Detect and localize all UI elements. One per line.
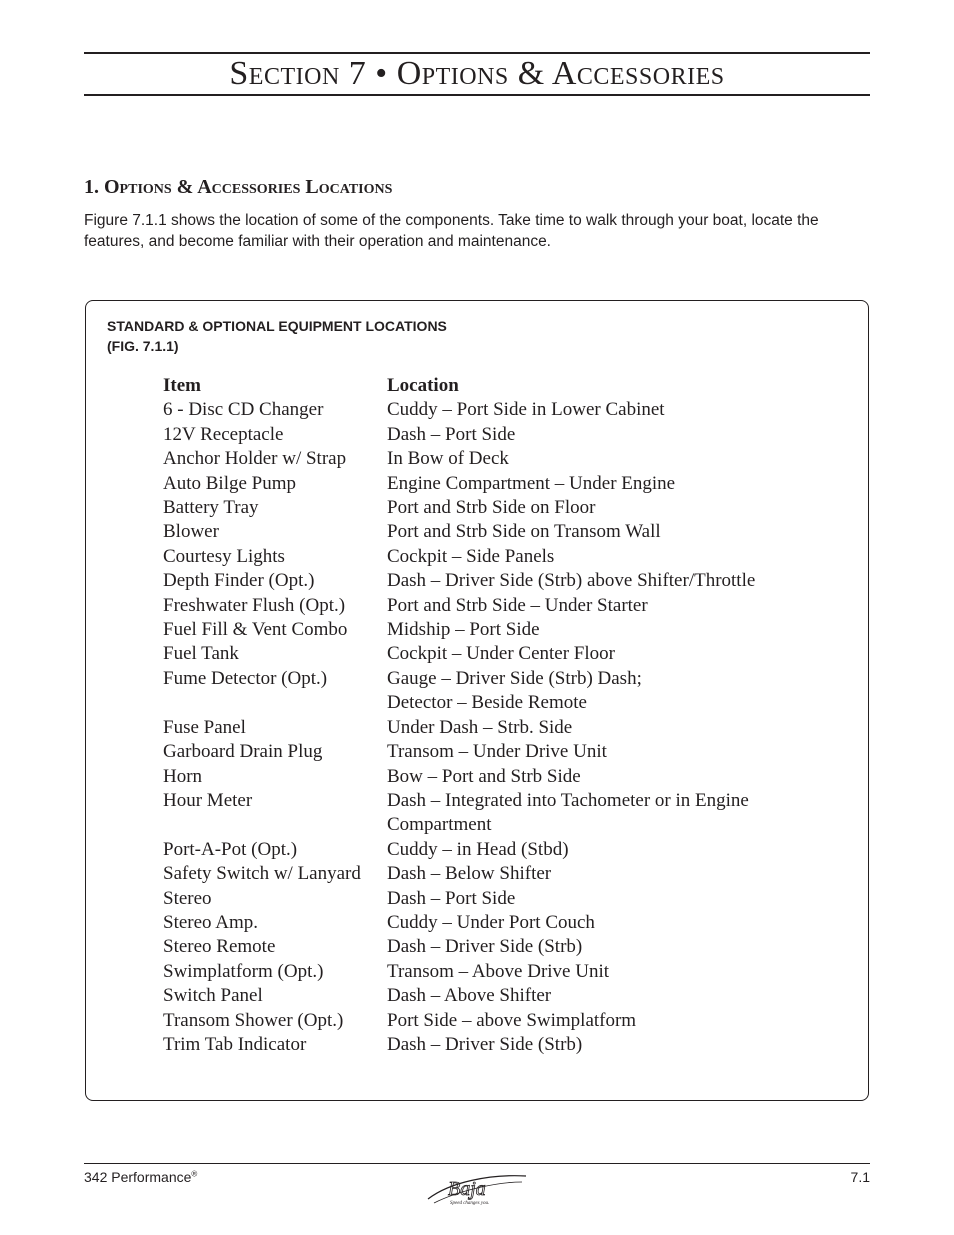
table-row xyxy=(163,838,755,862)
item-cell: Anchor Holder w/ Strap xyxy=(163,448,347,470)
item-cell: Switch Panel xyxy=(163,985,263,1007)
item-cell: Trim Tab Indicator xyxy=(163,1033,307,1055)
table-row xyxy=(163,984,755,1008)
equipment-table-body xyxy=(163,398,755,1057)
table-row xyxy=(163,911,755,935)
table-row xyxy=(163,887,755,911)
location-cell: Transom – Above Drive Unit xyxy=(387,960,610,982)
item-cell: 12V Receptacle xyxy=(163,423,284,445)
page-number: 7.1 xyxy=(850,1169,870,1185)
location-cell: Cuddy – Under Port Couch xyxy=(387,911,595,933)
item-cell: Fuel Tank xyxy=(163,643,239,665)
registered-mark: ® xyxy=(191,1169,198,1179)
item-cell: Port-A-Pot (Opt.) xyxy=(163,838,298,860)
location-cell: Engine Compartment – Under Engine xyxy=(387,472,676,494)
location-cell: Dash – Below Shifter xyxy=(387,863,552,885)
location-cell: Port Side – above Swimplatform xyxy=(387,1009,637,1031)
item-cell xyxy=(163,691,387,715)
table-row xyxy=(163,398,755,422)
item-cell: Fuse Panel xyxy=(163,716,246,738)
item-cell: Freshwater Flush (Opt.) xyxy=(163,594,346,616)
table-row xyxy=(163,862,755,886)
page-title-bar xyxy=(84,52,870,96)
location-cell: Port and Strb Side on Transom Wall xyxy=(387,521,661,543)
table-row xyxy=(163,594,755,618)
table-row xyxy=(163,1033,755,1057)
location-cell: Detector – Beside Remote xyxy=(387,692,587,714)
item-cell: Depth Finder (Opt.) xyxy=(163,570,315,592)
location-cell: Dash – Driver Side (Strb) xyxy=(387,1033,583,1055)
logo-wordmark: Baja xyxy=(448,1178,486,1200)
table-row xyxy=(163,765,755,789)
location-cell: Dash – Integrated into Tachometer or in Engine xyxy=(387,789,749,811)
item-cell: 6 - Disc CD Changer xyxy=(163,399,324,421)
table-row xyxy=(163,496,755,520)
item-cell: Garboard Drain Plug xyxy=(163,741,323,763)
item-cell: Battery Tray xyxy=(163,497,259,519)
location-cell: Port and Strb Side on Floor xyxy=(387,497,596,519)
location-cell: In Bow of Deck xyxy=(387,448,509,470)
location-cell: Dash – Port Side xyxy=(387,887,516,909)
location-cell: Under Dash – Strb. Side xyxy=(387,716,573,738)
location-cell: Cuddy – Port Side in Lower Cabinet xyxy=(387,399,665,421)
table-header-row xyxy=(163,374,755,398)
item-cell: Transom Shower (Opt.) xyxy=(163,1009,344,1031)
baja-logo xyxy=(420,1168,532,1208)
table-row xyxy=(163,740,755,764)
item-cell: Safety Switch w/ Lanyard xyxy=(163,863,361,885)
item-cell: Horn xyxy=(163,765,203,787)
table-row xyxy=(163,472,755,496)
table-row xyxy=(163,691,755,715)
item-cell: Hour Meter xyxy=(163,789,253,811)
table-row xyxy=(163,960,755,984)
location-cell: Midship – Port Side xyxy=(387,619,540,641)
item-cell: Stereo xyxy=(163,887,212,909)
table-row xyxy=(163,789,755,813)
location-cell: Dash – Above Shifter xyxy=(387,985,552,1007)
item-cell: Fume Detector (Opt.) xyxy=(163,667,328,689)
location-column-header: Location xyxy=(387,375,459,396)
item-column-header: Item xyxy=(163,375,201,396)
item-cell: Fuel Fill & Vent Combo xyxy=(163,619,348,641)
location-cell: Dash – Port Side xyxy=(387,423,516,445)
location-cell: Gauge – Driver Side (Strb) Dash; xyxy=(387,667,642,689)
figure-number: (FIG. 7.1.1) xyxy=(107,338,179,354)
location-cell: Cuddy – in Head (Stbd) xyxy=(387,838,569,860)
location-cell: Cockpit – Side Panels xyxy=(387,545,555,567)
item-cell xyxy=(163,813,387,837)
figure-title xyxy=(107,316,447,356)
item-cell: Auto Bilge Pump xyxy=(163,472,297,494)
section-heading: 1. Options & Accessories Locations xyxy=(84,176,393,198)
table-row xyxy=(163,1009,755,1033)
table-row xyxy=(163,935,755,959)
item-cell: Courtesy Lights xyxy=(163,545,285,567)
location-cell: Port and Strb Side – Under Starter xyxy=(387,594,648,616)
location-cell: Cockpit – Under Center Floor xyxy=(387,643,615,665)
location-cell: Dash – Driver Side (Strb) above Shifter/Throttle xyxy=(387,570,756,592)
page-title: Section 7 • Options & Accessories xyxy=(229,55,725,92)
item-cell: Blower xyxy=(163,521,219,543)
footer-model xyxy=(84,1169,197,1185)
table-row xyxy=(163,716,755,740)
table-row xyxy=(163,545,755,569)
table-row xyxy=(163,423,755,447)
table-row xyxy=(163,569,755,593)
intro-paragraph: Figure 7.1.1 shows the location of some of the components. Take time to walk through your boat, locate the features, and become familiar with their operation and maintenance. xyxy=(84,212,819,250)
item-cell: Stereo Amp. xyxy=(163,911,258,933)
location-cell: Transom – Under Drive Unit xyxy=(387,741,607,763)
equipment-table xyxy=(163,374,755,1057)
table-row xyxy=(163,667,755,691)
table-row xyxy=(163,618,755,642)
table-row xyxy=(163,642,755,666)
equipment-locations-box xyxy=(85,300,869,1101)
location-cell: Dash – Driver Side (Strb) xyxy=(387,936,583,958)
table-row xyxy=(163,447,755,471)
figure-title-line: STANDARD & OPTIONAL EQUIPMENT LOCATIONS xyxy=(107,318,447,334)
table-row xyxy=(163,813,755,837)
logo-tagline: Speed changes you. xyxy=(450,1201,490,1206)
model-name: 342 Performance xyxy=(84,1169,192,1185)
footer-divider xyxy=(84,1163,870,1164)
item-cell: Stereo Remote xyxy=(163,936,276,958)
location-cell: Compartment xyxy=(387,814,492,836)
item-cell: Swimplatform (Opt.) xyxy=(163,960,324,982)
table-row xyxy=(163,520,755,544)
location-cell: Bow – Port and Strb Side xyxy=(387,765,581,787)
